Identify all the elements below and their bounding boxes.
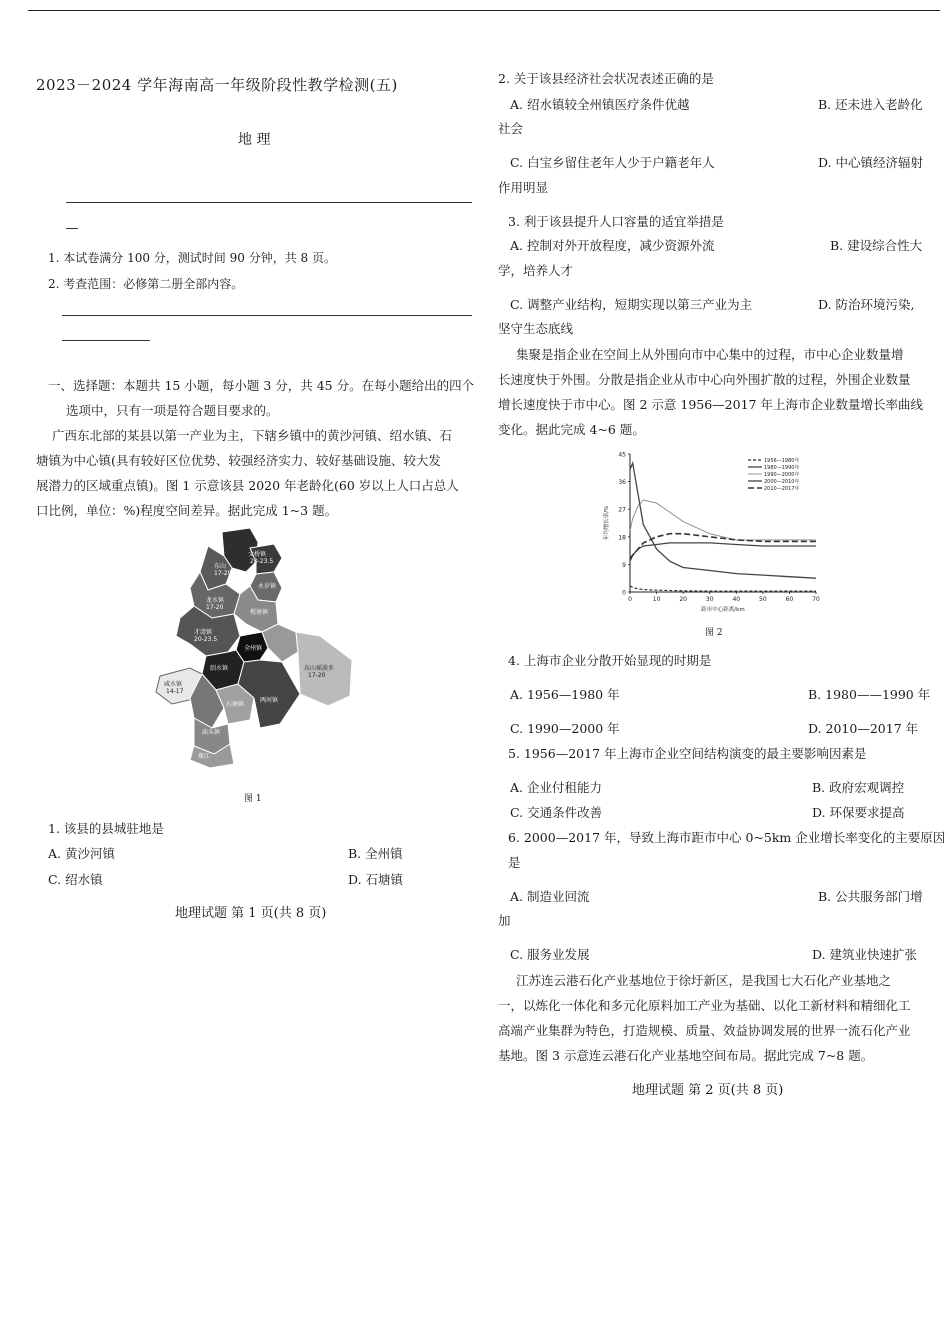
q2-option-b: B. 还未进入老龄化: [818, 97, 923, 112]
q2-stem: 2. 关于该县经济社会状况表述正确的是: [498, 71, 714, 86]
passage-1-line: 塘镇为中心镇(具有较好区位优势、较强经济实力、较好基础设施、较大发: [36, 453, 441, 468]
passage-2-line: 集聚是指企业在空间上从外围向市中心集中的过程，市中心企业数量增: [516, 347, 904, 362]
q6-option-b-cont: 加: [498, 913, 511, 928]
legend-label-2: 1990—2000年: [764, 472, 800, 478]
q4-option-d: D. 2010—2017 年: [808, 721, 919, 736]
legend-label-3: 2000—2010年: [764, 479, 800, 485]
x-tick-label: 0: [628, 596, 632, 603]
q5-option-d: D. 环保要求提高: [812, 805, 905, 820]
passage-1-line: 广西东北部的某县以第一产业为主，下辖乡镇中的黄沙河镇、绍水镇、石: [52, 428, 453, 443]
q5-stem: 5. 1956—2017 年上海市企业空间结构演变的最主要影响因素是: [508, 746, 867, 761]
x-tick-label: 40: [732, 596, 741, 603]
figure-2-chart: [598, 446, 826, 624]
map-label: 14-17: [166, 688, 184, 695]
map-svg: [150, 528, 360, 768]
x-tick-label: 60: [785, 596, 794, 603]
q1-option-d: D. 石塘镇: [348, 872, 404, 887]
q1-option-a: A. 黄沙河镇: [48, 846, 115, 861]
y-axis-label: 年均增长率/%: [604, 505, 610, 541]
q3-option-d: D. 防治环境污染,: [818, 297, 915, 312]
short-blank-rule: [66, 228, 78, 229]
q6-option-c: C. 服务业发展: [510, 947, 590, 962]
figure-1-map: [150, 528, 360, 768]
map-label: 蕉江: [198, 753, 211, 760]
y-tick-label: 0: [622, 589, 626, 597]
q3-stem: 3. 利于该县提升人口容量的适宜举措是: [508, 214, 724, 229]
map-label: 20-23.5: [250, 558, 274, 565]
x-tick-label: 50: [759, 596, 767, 603]
map-label: 20-23.5: [194, 636, 218, 643]
footer-page-2: 地理试题 第 2 页(共 8 页): [632, 1083, 784, 1098]
passage-2-line: 变化。据此完成 4~6 题。: [498, 422, 645, 437]
passage-3: [498, 968, 911, 1068]
map-label: 两河镇: [260, 697, 279, 704]
q3-option-b: B. 建设综合性大: [830, 238, 923, 253]
map-region-liangzhen: [262, 624, 298, 662]
x-axis-label: 距市中心距离/km: [701, 607, 745, 613]
map-label: 龙水镇: [206, 597, 225, 604]
legend-label-0: 1956—1980年: [764, 458, 800, 464]
y-tick-label: 45: [618, 451, 626, 459]
q2-option-d-cont: 作用明显: [498, 180, 549, 195]
y-tick-label: 9: [622, 561, 626, 569]
map-label: 文桥镇: [248, 551, 267, 558]
y-tick-label: 18: [618, 534, 626, 542]
section1-heading-line2: 选项中，只有一项是符合题目要求的。: [66, 403, 279, 418]
q4-option-c: C. 1990—2000 年: [510, 721, 620, 736]
passage-2: [498, 342, 923, 442]
x-tick-label: 20: [679, 596, 687, 603]
passage-3-line: 高端产业集群为特色，打造规模、质量、效益协调发展的世界一流石化产业: [498, 1023, 911, 1038]
map-label: 绍水镇: [210, 665, 229, 672]
map-label: 枧塘镇: [250, 609, 269, 616]
q2-option-c: C. 白宝乡留住老年人少于户籍老年人: [510, 155, 715, 170]
series-line-0: [630, 586, 816, 591]
x-tick-label: 10: [652, 596, 661, 603]
q3-option-a: A. 控制对外开放程度，减少资源外流: [510, 238, 715, 253]
passage-3-line: 基地。图 3 示意连云港石化产业基地空间布局。据此完成 7~8 题。: [498, 1048, 874, 1063]
footer-page-1: 地理试题 第 1 页(共 8 页): [175, 906, 327, 921]
q1-option-c: C. 绍水镇: [48, 872, 103, 887]
map-label: 全州镇: [244, 645, 263, 652]
passage-1-line: 展潜力的区域重点镇)。图 1 示意该县 2020 年老龄化(60 岁以上人口占总人: [36, 478, 459, 493]
exam-title: 2023－2024 学年海南高一年级阶段性教学检测(五): [36, 76, 398, 94]
map-label: 17-20: [206, 604, 224, 611]
passage-3-line: 一，以炼化一体化和多元化原料加工产业为基础、以化工新材料和精细化工: [498, 998, 911, 1013]
notes-rule: [62, 315, 472, 316]
passage-2-line: 增长速度快于市中心。图 2 示意 1956—2017 年上海市企业数量增长率曲线: [498, 397, 923, 412]
q3-option-b-cont: 学，培养人才: [498, 263, 574, 278]
series-line-1: [630, 543, 816, 561]
q6-stem-cont: 是: [508, 855, 521, 870]
legend-label-4: 2010—2017年: [764, 486, 800, 492]
map-label: 东山瑶族乡: [304, 665, 335, 672]
q3-option-d-cont: 坚守生态底线: [498, 321, 574, 336]
x-tick-label: 70: [812, 596, 820, 603]
figure-1-caption: 图 1: [244, 794, 262, 804]
map-label: 17-20: [308, 672, 326, 679]
q4-option-b: B. 1980——1990 年: [808, 687, 931, 702]
q4-stem: 4. 上海市企业分散开始显现的时期是: [508, 653, 712, 668]
y-tick-label: 27: [618, 506, 626, 514]
map-label: 庙头镇: [202, 729, 221, 736]
passage-1-line: 口比例，单位：%)程度空间差异。据此完成 1~3 题。: [36, 503, 338, 518]
q6-option-a: A. 制造业回流: [510, 889, 590, 904]
map-label: 咸水镇: [164, 681, 183, 688]
passage-2-line: 长速度快于外围。分散是指企业从市中心向外围扩散的过程，外围企业数量: [498, 372, 911, 387]
q5-option-b: B. 政府宏观调控: [812, 780, 905, 795]
map-label: 永岁镇: [258, 583, 277, 590]
q5-option-c: C. 交通条件改善: [510, 805, 603, 820]
notes-rule-short: [62, 340, 150, 341]
q5-option-a: A. 企业付租能力: [510, 780, 602, 795]
top-rule: [28, 10, 940, 11]
q2-option-b-cont: 社会: [498, 121, 524, 136]
chart-svg: [598, 446, 826, 624]
section1-heading-line1: 一、选择题：本题共 15 小题，每小题 3 分，共 45 分。在每小题给出的四个: [48, 378, 475, 393]
q6-stem: 6. 2000—2017 年，导致上海市距市中心 0~5km 企业增长率变化的主要原因: [508, 830, 946, 845]
x-tick-label: 30: [705, 596, 714, 603]
series-line-2: [630, 500, 816, 540]
passage-1: [36, 423, 459, 523]
q6-option-d: D. 建筑业快速扩张: [812, 947, 918, 962]
q2-option-a: A. 绍水镇较全州镇医疗条件优越: [510, 97, 690, 112]
legend-label-1: 1980—1990年: [764, 465, 800, 471]
q4-option-a: A. 1956—1980 年: [510, 687, 620, 702]
note-2: 2. 考查范围：必修第二册全部内容。: [48, 277, 244, 291]
note-1: 1. 本试卷满分 100 分，测试时间 90 分钟，共 8 页。: [48, 251, 336, 265]
q6-option-b: B. 公共服务部门增: [818, 889, 923, 904]
figure-2-caption: 图 2: [705, 628, 723, 638]
map-label: 17-20: [214, 570, 232, 577]
q1-stem: 1. 该县的县城驻地是: [48, 821, 164, 836]
map-label: 才湾镇: [194, 629, 213, 636]
map-label: 东山: [214, 563, 227, 570]
q2-option-d: D. 中心镇经济辐射: [818, 155, 924, 170]
map-label: 石塘镇: [226, 701, 245, 708]
q1-option-b: B. 全州镇: [348, 846, 403, 861]
q3-option-c: C. 调整产业结构，短期实现以第三产业为主: [510, 297, 753, 312]
name-blank-rule: [66, 202, 472, 203]
y-tick-label: 36: [618, 479, 626, 487]
passage-3-line: 江苏连云港石化产业基地位于徐圩新区，是我国七大石化产业基地之: [516, 973, 892, 988]
subject-title: 地 理: [238, 132, 271, 148]
